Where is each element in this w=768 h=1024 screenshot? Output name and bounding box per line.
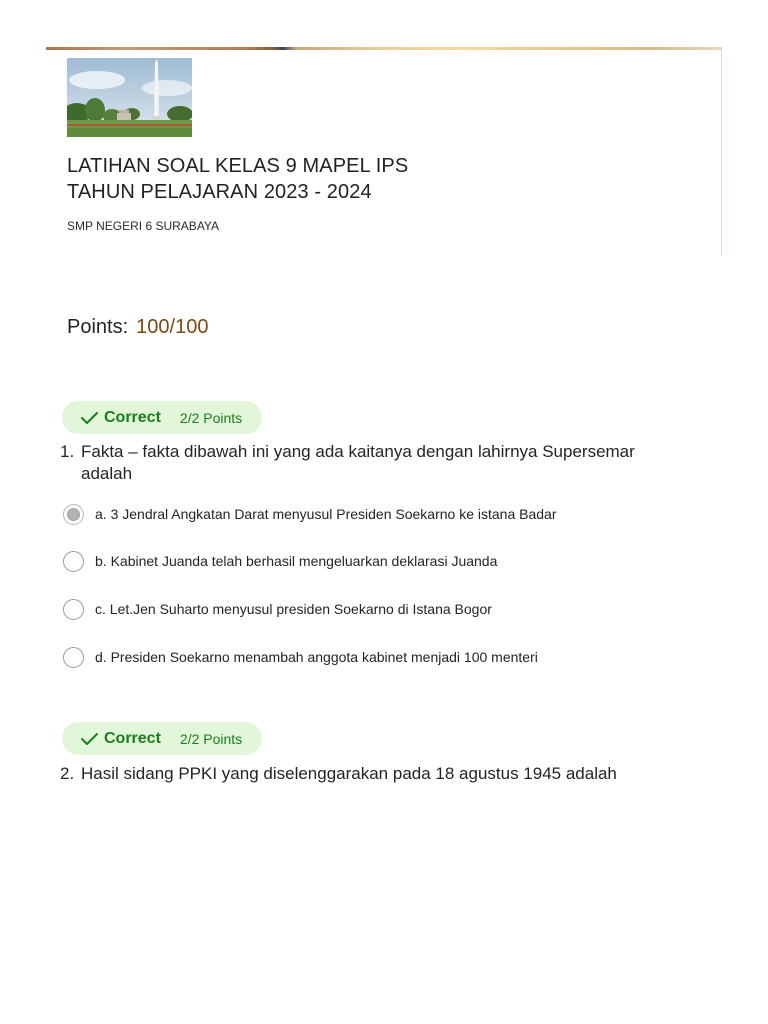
radio-button-selected[interactable] (63, 504, 84, 525)
total-points (67, 316, 208, 339)
form-title (67, 153, 687, 205)
question-1-option-b[interactable] (63, 550, 497, 572)
question-1-option-a[interactable] (63, 503, 557, 525)
result-status: Correct (104, 729, 161, 747)
form-header (46, 47, 722, 256)
radio-button[interactable] (63, 647, 84, 668)
radio-dot (67, 508, 80, 521)
result-score: 2/2 Points (179, 730, 243, 747)
form-title-line-2: TAHUN PELAJARAN 2023 - 2024 (67, 181, 372, 203)
option-label: d. Presiden Soekarno menambah anggota kabinet menjadi 100 menteri (95, 649, 538, 665)
question-text: Fakta – fakta dibawah ini yang ada kaitanya dengan lahirnya Supersemar adalah (81, 442, 635, 483)
radio-button[interactable] (63, 551, 84, 572)
result-status: Correct (104, 408, 161, 426)
question-2-result-badge (62, 722, 262, 755)
question-text: Hasil sidang PPKI yang diselenggarakan pada 18 agustus 1945 adalah (81, 764, 617, 783)
question-2 (60, 763, 680, 785)
checkmark-icon (80, 732, 99, 746)
question-1-option-c[interactable] (63, 598, 492, 620)
question-number: 2. (60, 764, 75, 783)
question-1-option-d[interactable] (63, 646, 538, 668)
points-label: Points: (67, 316, 129, 338)
question-1-result-badge (62, 401, 262, 434)
points-value: 100/100 (136, 316, 209, 338)
form-title-line-1: LATIHAN SOAL KELAS 9 MAPEL IPS (67, 155, 409, 177)
form-subtitle: SMP NEGERI 6 SURABAYA (67, 219, 220, 233)
question-number: 1. (60, 442, 75, 461)
question-1 (60, 441, 680, 485)
result-score: 2/2 Points (179, 409, 243, 426)
radio-button[interactable] (63, 599, 84, 620)
option-label: c. Let.Jen Suharto menyusul presiden Soekarno di Istana Bogor (95, 601, 492, 617)
header-image-monument (67, 58, 192, 137)
checkmark-icon (80, 411, 99, 425)
option-label: b. Kabinet Juanda telah berhasil mengeluarkan deklarasi Juanda (95, 553, 498, 569)
option-label: a. 3 Jendral Angkatan Darat menyusul Presiden Soekarno ke istana Badar (95, 506, 557, 522)
header-accent-stripe (46, 47, 722, 50)
